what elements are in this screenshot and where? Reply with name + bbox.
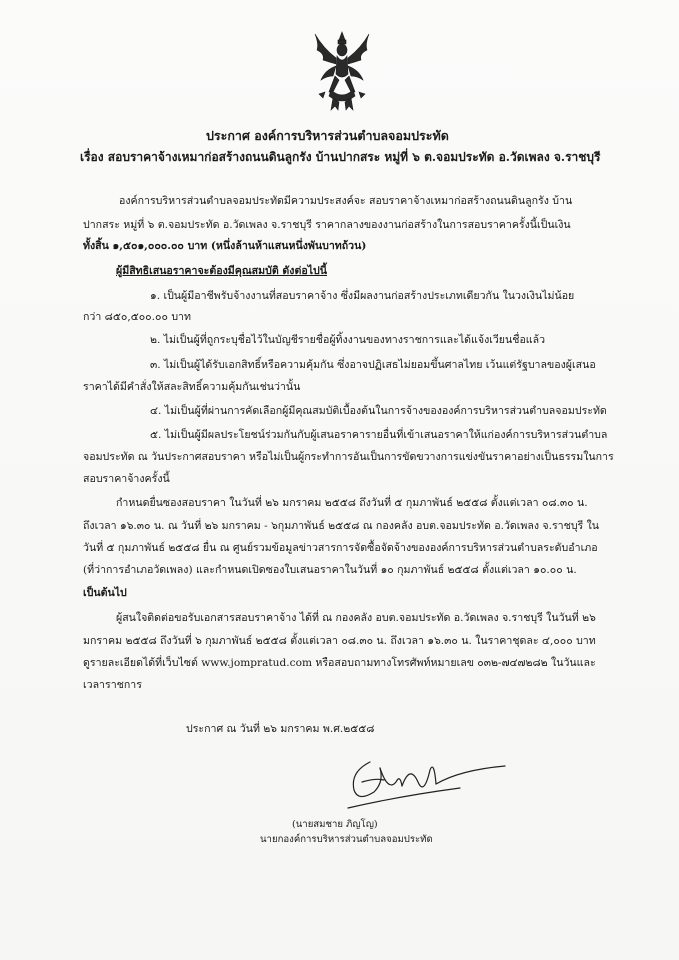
qualification-item: ๕. ไม่เป็นผู้มีผลประโยชน์ร่วมกันกับผู้เสนอราคารายอื่นที่เข้าเสนอราคาให้แก่องค์การบริหารส่วนตำบล <box>150 429 608 441</box>
qualifications-heading: ผู้มีสิทธิเสนอราคาจะต้องมีคุณสมบัติ ดังต่อไปนี้ <box>116 265 328 277</box>
intro-line-1: องค์การบริหารส่วนตำบลจอมประทัดมีความประสงค์จะ สอบราคาจ้างเหมาก่อสร้างถนนดินลูกรัง บ้าน <box>119 195 573 207</box>
schedule-line: เป็นต้นไป <box>83 587 127 599</box>
intro-line-2: ปากสระ หมู่ที่ ๖ ต.จอมประทัด อ.วัดเพลง จ.ราชบุรี ราคากลางของงานก่อสร้างในการสอบราคาครั้งนี้เป็นเงิน <box>83 219 571 231</box>
signer-title: นายกองค์การบริหารส่วนตำบลจอมประทัด <box>260 834 433 845</box>
qualification-item: ๑. เป็นผู้มีอาชีพรับจ้างงานที่สอบราคาจ้าง ซึ่งมีผลงานก่อสร้างประเภทเดียวกัน ในวงเงินไม่น้อย <box>150 290 575 302</box>
schedule-line: กำหนดยื่นซองสอบราคา ในวันที่ ๒๖ มกราคม ๒๕๕๘ ถึงวันที่ ๕ กุมภาพันธ์ ๒๕๕๘ ตั้งแต่เวลา ๐๘.๓๐ น. <box>116 497 588 509</box>
document-title: ประกาศ องค์การบริหารส่วนตำบลจอมประทัด <box>206 128 449 143</box>
schedule-line: (ที่ว่าการอำเภอวัดเพลง) และกำหนดเปิดซองใบเสนอราคาในวันที่ ๑๐ กุมภาพันธ์ ๒๕๕๘ ตั้งแต่เวลา ๑๐.๐๐ น. <box>83 564 577 576</box>
qualification-item: กว่า ๘๕๐,๕๐๐.๐๐ บาท <box>83 311 191 323</box>
schedule-line: ถึงเวลา ๑๖.๓๐ น. ณ วันที่ ๒๖ มกราคม - ๖กุมภาพันธ์ ๒๕๕๘ ณ กองคลัง อบต.จอมประทัด อ.วัดเพลง จ.ราชบุรี ใน <box>83 520 600 532</box>
qualification-item: ๔. ไม่เป็นผู้ที่ผ่านการคัดเลือกผู้มีคุณสมบัติเบื้องต้นในการจ้างขององค์การบริหารส่วนตำบลจอมประทัด <box>150 405 607 417</box>
contact-line: ดูรายละเอียดได้ที่เว็บไซต์ www.jompratud.com หรือสอบถามทางโทรศัพท์หมายเลข ๐๓๒-๗๔๗๒๘๒ ในวันและ <box>83 657 596 669</box>
intro-line-3: ทั้งสิ้น ๑,๕๐๑,๐๐๐.๐๐ บาท (หนึ่งล้านห้าแสนหนึ่งพันบาทถ้วน) <box>83 240 367 252</box>
schedule-line: วันที่ ๕ กุมภาพันธ์ ๒๕๕๘ ยื่น ณ ศูนย์รวมข้อมูลข่าวสารการจัดซื้อจัดจ้างขององค์การบริหารส่วนตำบลระดับอำเภอ <box>83 542 598 554</box>
document-subject: เรื่อง สอบราคาจ้างเหมาก่อสร้างถนนดินลูกรัง บ้านปากสระ หมู่ที่ ๖ ต.จอมประทัด อ.วัดเพลง จ.ราชบุรี <box>80 150 601 164</box>
handwritten-signature <box>340 752 510 814</box>
qualification-item: ราคาได้มีคำสั่งให้สละสิทธิ์ความคุ้มกันเช่นว่านั้น <box>83 381 301 393</box>
contact-line: เวลาราชการ <box>83 679 142 691</box>
contact-line: มกราคม ๒๕๕๘ ถึงวันที่ ๖ กุมภาพันธ์ ๒๕๕๘ ตั้งแต่เวลา ๐๘.๓๐ น. ถึงเวลา ๑๖.๓๐ น. ในราคาชุดละ ๔,๐๐๐ บาท <box>83 635 596 647</box>
qualification-item: สอบราคาจ้างครั้งนี้ <box>83 473 170 485</box>
signer-name: (นายสมชาย ภิญโญ) <box>292 819 378 830</box>
qualification-item: ๒. ไม่เป็นผู้ที่ถูกระบุชื่อไว้ในบัญชีรายชื่อผู้ทิ้งงานของทางราชการและได้แจ้งเวียนชื่อแล้ว <box>150 334 546 346</box>
garuda-emblem <box>311 30 373 114</box>
qualification-item: ๓. ไม่เป็นผู้ได้รับเอกสิทธิ์หรือความคุ้มกัน ซึ่งอาจปฏิเสธไม่ยอมขึ้นศาลไทย เว้นแต่รัฐบาลของผู้เสนอ <box>150 359 596 371</box>
contact-line: ผู้สนใจติดต่อขอรับเอกสารสอบราคาจ้าง ได้ที่ ณ กองคลัง อบต.จอมประทัด อ.วัดเพลง จ.ราชบุรี ในวันที่ ๒๖ <box>116 612 596 624</box>
announcement-date: ประกาศ ณ วันที่ ๒๖ มกราคม พ.ศ.๒๕๕๘ <box>186 723 375 735</box>
qualification-item: จอมประทัด ณ วันประกาศสอบราคา หรือไม่เป็นผู้กระทำการอันเป็นการขัดขวางการแข่งขันราคาอย่างเป็นธรรมในการ <box>83 451 614 463</box>
